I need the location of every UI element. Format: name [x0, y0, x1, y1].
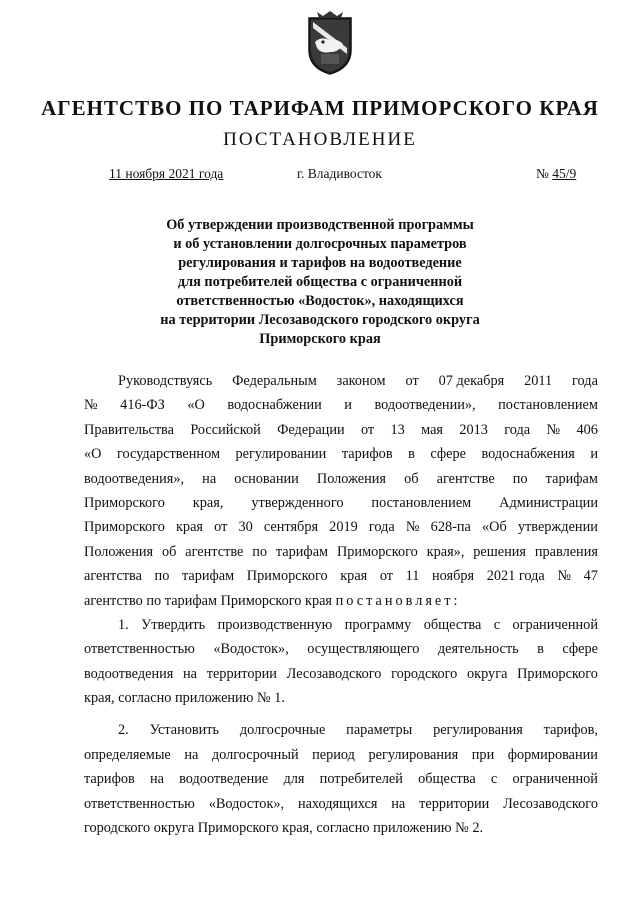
word: ответственностью — [84, 795, 195, 812]
word: формировании — [507, 746, 598, 763]
document-city: г. Владивосток — [297, 166, 382, 181]
word: от — [379, 568, 394, 585]
word: потребителей — [319, 771, 403, 788]
preamble-paragraph — [84, 369, 598, 613]
word: ноября — [432, 568, 475, 585]
word: определяемые — [84, 746, 171, 763]
word: года — [572, 373, 598, 389]
word: Российской — [190, 421, 261, 438]
document-subject — [110, 216, 530, 349]
word: от — [214, 519, 228, 536]
word: основании — [234, 470, 299, 487]
word: по — [252, 543, 267, 560]
word: водоснабжения — [481, 446, 575, 463]
text-line — [84, 589, 598, 613]
word: правления — [534, 543, 598, 560]
word: 2019 — [329, 519, 358, 536]
word: агентстве — [185, 543, 244, 560]
word: № — [557, 568, 572, 585]
word: на — [149, 771, 164, 788]
word: Лесозаводского — [286, 665, 382, 682]
word: по — [154, 568, 170, 585]
word: края, — [192, 494, 224, 511]
document-number — [536, 166, 576, 182]
subject-line: на территории Лесозаводского городского округа — [160, 312, 480, 328]
word: 30 — [238, 519, 253, 536]
word: утвержденного — [251, 494, 344, 511]
word: 13 — [390, 421, 405, 438]
word: сфере — [430, 446, 466, 463]
word: агентства — [84, 568, 142, 585]
word: на — [202, 470, 217, 487]
word: ограниченной — [512, 616, 598, 633]
word: территории — [206, 665, 277, 682]
word: № — [405, 519, 420, 536]
word: 11 — [405, 568, 420, 585]
word: постановлением — [371, 494, 472, 511]
word: сфере — [562, 641, 598, 658]
subject-line: ответственностью «Водосток», находящихся — [176, 293, 464, 309]
word: № — [546, 421, 561, 438]
word: 2021 года — [486, 568, 545, 585]
word: при — [471, 746, 495, 763]
word: 2013 — [459, 421, 488, 438]
word: решения — [473, 543, 526, 560]
word: мая — [421, 421, 444, 438]
decree-verb: постановляет: — [335, 592, 461, 609]
item-1-paragraph — [84, 613, 598, 711]
text-line — [84, 613, 598, 637]
word: края», — [426, 543, 465, 560]
text-line — [84, 393, 598, 417]
word: 2011 — [524, 373, 553, 389]
word: и — [344, 397, 352, 414]
subject-line: и об установлении долгосрочных параметров — [173, 236, 467, 252]
word: утверждении — [517, 519, 598, 536]
word: тарифам — [545, 470, 598, 487]
word: общества — [423, 616, 482, 633]
word: года — [368, 519, 395, 536]
text-line — [84, 767, 598, 791]
word: тарифов — [341, 446, 393, 463]
text-line — [84, 442, 598, 466]
word: края — [175, 519, 203, 536]
word: Федеральным — [232, 373, 317, 389]
word: регулирования — [433, 722, 523, 739]
text-line — [84, 491, 598, 515]
word: тарифов, — [543, 722, 598, 739]
document-type: ПОСТАНОВЛЕНИЕ — [223, 129, 417, 150]
word: Администрации — [499, 494, 598, 511]
word: городского — [391, 665, 458, 682]
word: 628-па — [430, 519, 471, 536]
word: регулировании — [235, 446, 327, 463]
word: Положения — [84, 543, 154, 560]
word: на — [184, 746, 199, 763]
word: 1. — [118, 616, 129, 633]
word: период — [312, 746, 355, 763]
text-line — [84, 418, 598, 442]
word: деятельность — [437, 641, 519, 658]
word: «Водосток», — [208, 795, 285, 812]
word: от — [360, 421, 375, 438]
subject-line: для потребителей общества с ограниченной — [177, 274, 463, 290]
word: Приморского — [336, 543, 418, 560]
word: Лесозаводского — [503, 795, 598, 812]
word: водоотведения — [84, 665, 174, 682]
text-line — [84, 743, 598, 767]
word: Приморского — [84, 494, 165, 511]
text-line — [84, 369, 598, 393]
word: округа — [467, 665, 508, 682]
word: производственную — [217, 616, 333, 633]
word: Положения — [316, 470, 386, 487]
word: тарифам — [275, 543, 329, 560]
word: № — [84, 397, 98, 414]
subject-line: Приморского края — [259, 331, 381, 347]
word: постановлением — [498, 397, 598, 414]
word: сентября — [263, 519, 319, 536]
text-line — [84, 515, 598, 539]
text-fragment: агентство по тарифам Приморского края — [84, 592, 336, 609]
subject-line: регулирования и тарифов на водоотведение — [178, 255, 462, 271]
word: 2. — [118, 722, 129, 739]
word: программу — [344, 616, 412, 633]
word: осуществляющего — [307, 641, 420, 658]
word: параметры — [346, 722, 413, 739]
text-line — [84, 467, 598, 491]
word: с — [490, 771, 498, 788]
word: по — [512, 470, 528, 487]
word: об — [404, 470, 419, 487]
word: водоотведении», — [374, 397, 476, 414]
word: ограниченной — [512, 771, 598, 788]
text-line: края, согласно приложению № 1. — [84, 690, 285, 707]
word: регулирования — [368, 746, 459, 763]
word: в — [537, 641, 544, 658]
word: на — [391, 795, 406, 812]
word: Приморского — [517, 665, 598, 682]
text-line — [84, 564, 598, 588]
word: Правительства — [84, 421, 174, 438]
word: Федерации — [277, 421, 345, 438]
word: «О — [84, 446, 102, 463]
text-line: городского округа Приморского края, согласно приложению № 2. — [84, 820, 484, 837]
number-value: 45/9 — [552, 166, 577, 181]
word: «О — [187, 397, 205, 414]
word: законом — [336, 373, 386, 389]
word: Установить — [149, 722, 220, 739]
text-line — [84, 637, 598, 661]
word: Руководствуясь — [118, 373, 213, 389]
word: государственном — [116, 446, 221, 463]
agency-title: АГЕНТСТВО ПО ТАРИФАМ ПРИМОРСКОГО КРАЯ — [41, 96, 599, 120]
coat-of-arms-emblem — [305, 8, 355, 76]
text-line — [84, 792, 598, 816]
word: тарифам — [181, 568, 235, 585]
word: долгосрочный — [211, 746, 299, 763]
number-prefix: № — [536, 166, 549, 181]
word: 406 — [576, 421, 598, 438]
word: тарифов — [84, 771, 135, 788]
word: от — [405, 373, 419, 389]
word: и — [590, 446, 598, 463]
word: года — [504, 421, 531, 438]
word: 47 — [583, 568, 598, 585]
word: в — [408, 446, 415, 463]
word: ответственностью — [84, 641, 195, 658]
text-line — [84, 718, 598, 742]
document-body — [84, 369, 598, 840]
word: для — [283, 771, 305, 788]
item-2-paragraph — [84, 718, 598, 840]
word: Приморского — [84, 519, 165, 536]
text-line — [84, 540, 598, 564]
word: агентстве — [436, 470, 495, 487]
word: с — [493, 616, 501, 633]
word: 416-ФЗ — [120, 397, 165, 414]
word: находящихся — [297, 795, 378, 812]
word: водоотведение — [179, 771, 269, 788]
word: Утвердить — [141, 616, 206, 633]
word: Приморского — [246, 568, 328, 585]
subject-line: Об утверждении производственной программы — [166, 217, 474, 233]
word: общества — [418, 771, 476, 788]
word: на — [183, 665, 198, 682]
word: об — [161, 543, 177, 560]
text-line — [84, 662, 598, 686]
word: водоснабжении — [227, 397, 322, 414]
document-date: 11 ноября 2021 года — [109, 166, 224, 181]
word: территории — [419, 795, 490, 812]
word: 07 декабря — [438, 373, 505, 389]
word: «Об — [482, 519, 507, 536]
word: водоотведения», — [84, 470, 185, 487]
word: долгосрочные — [239, 722, 326, 739]
word: «Водосток», — [213, 641, 289, 658]
word: края — [340, 568, 368, 585]
